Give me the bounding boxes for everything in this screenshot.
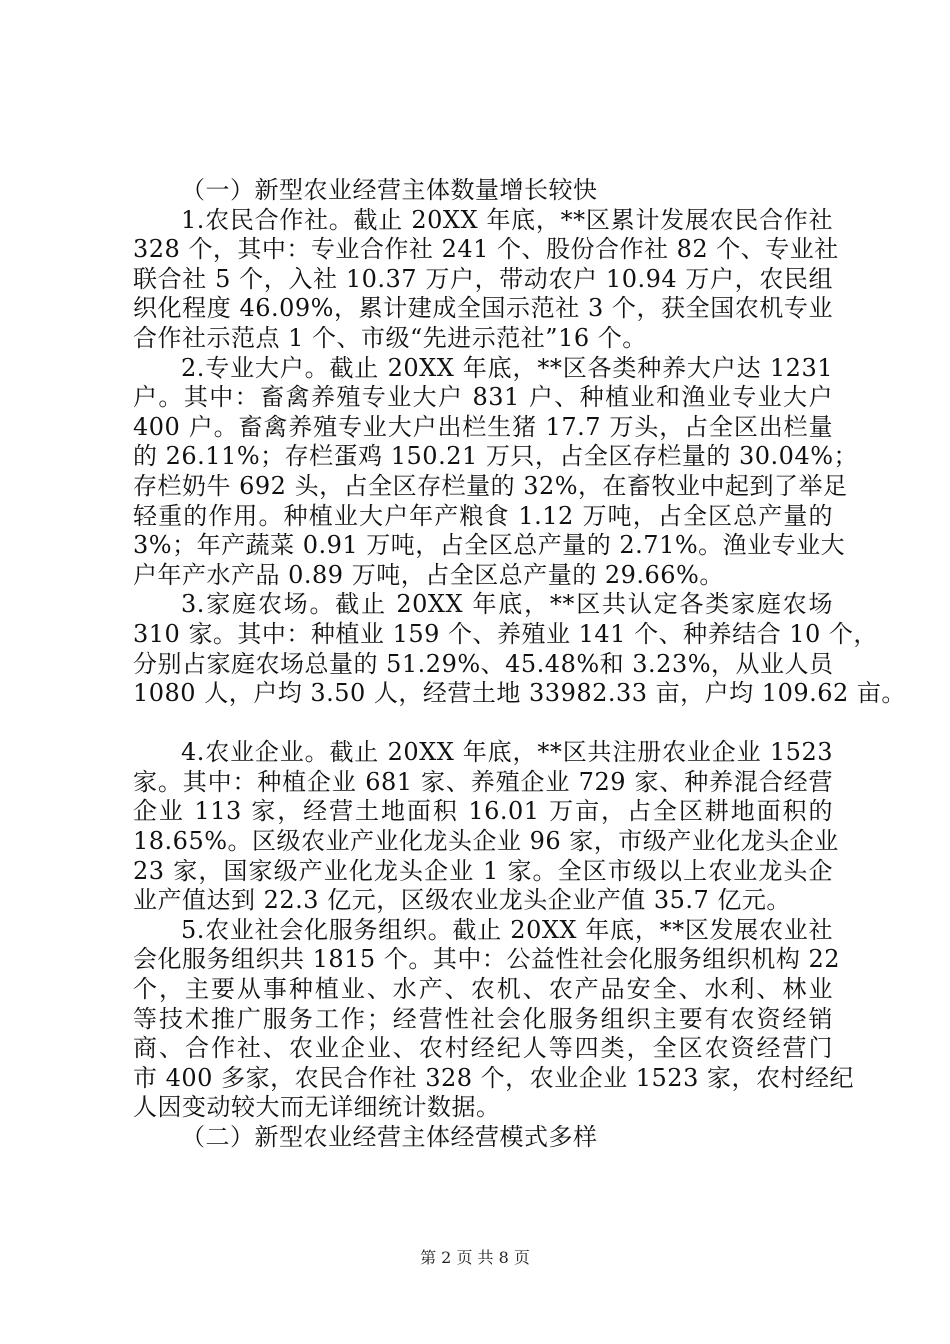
paragraph-line: 1080 人，户均 3.50 人，经营土地 33982.33 亩，户均 109.62 亩。 bbox=[133, 679, 906, 708]
paragraph-line: 商、合作社、农业企业、农村经纪人等四类，全区农资经营门 bbox=[133, 1034, 833, 1063]
paragraph-first-line: 5.农业社会化服务组织。截止 20XX 年底，**区发展农业社 bbox=[181, 915, 833, 944]
paragraph-line: 310 家。其中：种植业 159 个、养殖业 141 个、种养结合 10 个， bbox=[133, 619, 878, 648]
page-footer: 第 2 页 共 8 页 bbox=[420, 1248, 530, 1267]
paragraph-first-line: 2.专业大户。截止 20XX 年底，**区各类种养大户达 1231 bbox=[181, 353, 833, 382]
paragraph-line: 18.65%。区级农业产业化龙头企业 96 家，市级产业化龙头企业 bbox=[133, 827, 839, 856]
paragraph-line: 户。其中：畜禽养殖专业大户 831 户、种植业和渔业专业大户 bbox=[133, 383, 833, 412]
paragraph-line: 会化服务组织共 1815 个。其中：公益性社会化服务组织机构 22 bbox=[133, 945, 841, 974]
paragraph-line: 3%；年产蔬菜 0.91 万吨，占全区总产量的 2.71%。渔业专业大 bbox=[133, 531, 846, 560]
paragraph-last-line: 合作社示范点 1 个、市级“先进示范社”16 个。 bbox=[133, 323, 647, 352]
document-body bbox=[133, 176, 906, 1153]
paragraph-line: 织化程度 46.09%，累计建成全国示范社 3 个，获全国农机专业 bbox=[133, 294, 833, 323]
paragraph-last-line: 户年产水产品 0.89 万吨，占全区总产量的 29.66%。 bbox=[133, 560, 724, 589]
paragraph-line: 328 个，其中：专业合作社 241 个、股份合作社 82 个、专业社 bbox=[133, 235, 839, 264]
paragraph-line: 400 户。畜禽养殖专业大户出栏生猪 17.7 万头，占全区出栏量 bbox=[133, 412, 833, 441]
paragraph-line: 市 400 多家，农民合作社 328 个，农业企业 1523 家，农村经纪 bbox=[133, 1063, 854, 1092]
paragraph-line: 轻重的作用。种植业大户年产粮食 1.12 万吨，占全区总产量的 bbox=[133, 501, 833, 530]
paragraph-line: 家。其中：种植企业 681 家、养殖企业 729 家、种养混合经营 bbox=[133, 767, 833, 796]
paragraph-line: 存栏奶牛 692 头，占全区存栏量的 32%，在畜牧业中起到了举足 bbox=[133, 471, 848, 500]
paragraph-first-line: 4.农业企业。截止 20XX 年底，**区共注册农业企业 1523 bbox=[181, 738, 833, 767]
paragraph-first-line: 1.农民合作社。截止 20XX 年底，**区累计发展农民合作社 bbox=[181, 205, 833, 234]
paragraph-line: 等技术推广服务工作；经营性社会化服务组织主要有农资经销 bbox=[133, 1004, 833, 1033]
paragraph-line: 企业 113 家，经营土地面积 16.01 万亩，占全区耕地面积的 bbox=[133, 797, 833, 826]
paragraph-line: 的 26.11%；存栏蛋鸡 150.21 万只，占全区存栏量的 30.04%； bbox=[133, 442, 859, 471]
paragraph-last-line: 业产值达到 22.3 亿元，区级农业龙头企业产值 35.7 亿元。 bbox=[133, 886, 791, 915]
paragraph-line: 个，主要从事种植业、水产、农机、农产品安全、水利、林业 bbox=[133, 975, 833, 1004]
section-heading: （一）新型农业经营主体数量增长较快 bbox=[181, 176, 598, 204]
paragraph-first-line: 3.家庭农场。截止 20XX 年底，**区共认定各类家庭农场 bbox=[181, 590, 833, 619]
paragraph-line: 联合社 5 个，入社 10.37 万户，带动农户 10.94 万户，农民组 bbox=[133, 264, 833, 293]
paragraph-last-line: 人因变动较大而无详细统计数据。 bbox=[133, 1093, 501, 1122]
paragraph-line: 分别占家庭农场总量的 51.29%、45.48%和 3.23%，从业人员 bbox=[133, 649, 834, 678]
section-heading: （二）新型农业经营主体经营模式多样 bbox=[181, 1123, 598, 1151]
paragraph-line: 23 家，国家级产业化龙头企业 1 家。全区市级以上农业龙头企 bbox=[133, 856, 833, 885]
blank-line bbox=[133, 709, 833, 739]
